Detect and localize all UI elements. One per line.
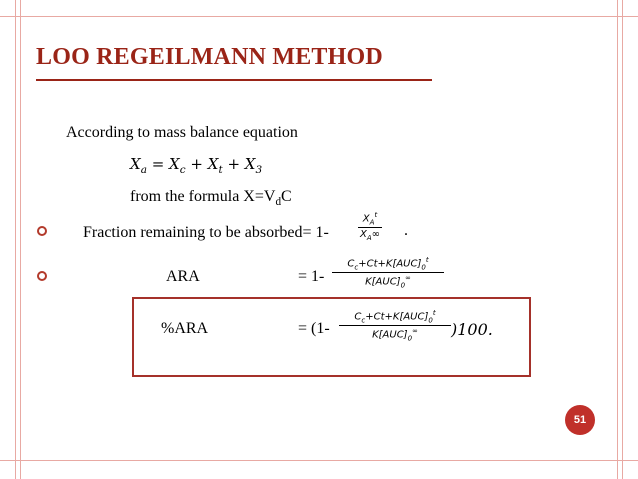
- pct-ara-label: %ARA: [161, 320, 209, 337]
- frame-line-top: [0, 16, 638, 17]
- frame-line-left-outer: [15, 0, 16, 479]
- frame-line-bottom: [0, 460, 638, 461]
- page-number-badge: 51: [565, 405, 595, 435]
- formula-line: from the formula $X=V_dC$: [130, 188, 292, 209]
- frame-line-right-inner: [617, 0, 618, 479]
- fraction-label: Fraction remaining to be absorbed= 1-: [83, 224, 329, 241]
- bullet-icon: [37, 271, 47, 281]
- fraction-period: .: [404, 222, 408, 239]
- intro-text: According to mass balance equation: [66, 124, 298, 141]
- pct-ara-fraction: $C_c+Ct+K[AUC]_0^t$ $K[AUC]_0^\infty$: [339, 309, 451, 343]
- title-underline: [36, 79, 432, 81]
- frame-line-right-outer: [622, 0, 623, 479]
- ara-equals: = 1-: [298, 268, 325, 285]
- ara-fraction: $C_c+Ct+K[AUC]_0^t$ $K[AUC]_0^\infty$: [332, 256, 444, 290]
- fraction-xa: $X_A^t$ $X_A\infty$: [360, 211, 380, 243]
- bullet-icon: [37, 226, 47, 236]
- mass-balance-equation: $X_a = X_c + X_t + X_3$: [130, 155, 263, 176]
- frame-line-left-inner: [20, 0, 21, 479]
- pct-ara-tail: )100.: [451, 320, 493, 339]
- pct-ara-equals: = (1-: [298, 320, 330, 337]
- slide-title: LOO REGEILMANN METHOD: [36, 44, 383, 70]
- ara-label: ARA: [166, 268, 200, 285]
